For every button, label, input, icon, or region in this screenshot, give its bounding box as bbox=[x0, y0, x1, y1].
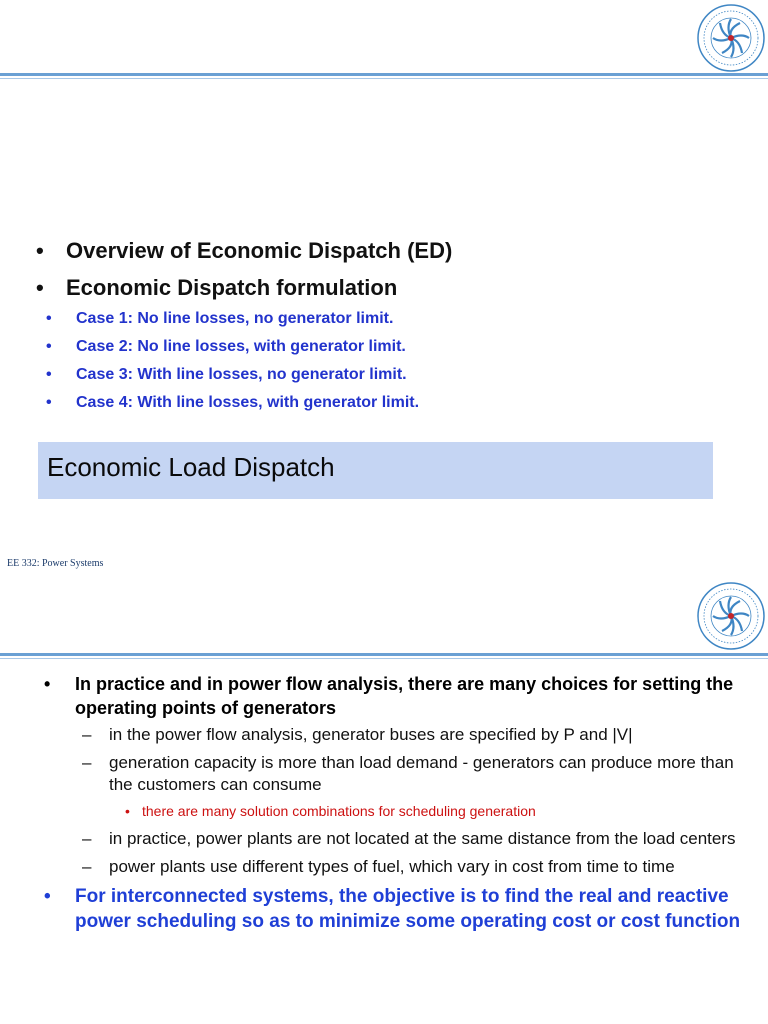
institute-seal-icon bbox=[696, 581, 766, 651]
outline-item: • Economic Dispatch formulation bbox=[36, 274, 452, 302]
slide-2-body bbox=[44, 672, 744, 938]
bullet-point: • In practice and in power flow analysis, there are many choices for setting the operating points of generators bbox=[44, 672, 744, 720]
slide-2 bbox=[0, 576, 768, 1024]
slide-title: Economic Load Dispatch bbox=[47, 452, 335, 482]
sub-point: – in practice, power plants are not located at the same distance from the load centers bbox=[44, 828, 744, 850]
institute-seal-icon bbox=[696, 3, 766, 73]
sub-point: – power plants use different types of fuel, which vary in cost from time to time bbox=[44, 856, 744, 878]
sub-note: • there are many solution combinations for scheduling generation bbox=[44, 802, 744, 820]
case-item: • Case 2: No line losses, with generator limit. bbox=[46, 337, 419, 356]
header-rule bbox=[0, 73, 768, 76]
case-list bbox=[46, 309, 419, 421]
header-rule bbox=[0, 653, 768, 656]
case-item: • Case 4: With line losses, with generator limit. bbox=[46, 393, 419, 412]
sub-point: – generation capacity is more than load demand - generators can produce more than the customers can consume bbox=[44, 752, 744, 796]
case-item: • Case 3: With line losses, no generator limit. bbox=[46, 365, 419, 384]
sub-point: – in the power flow analysis, generator buses are specified by P and |V| bbox=[44, 724, 744, 746]
outline-item: • Overview of Economic Dispatch (ED) bbox=[36, 237, 452, 265]
case-item: • Case 1: No line losses, no generator limit. bbox=[46, 309, 419, 328]
outline-list bbox=[36, 237, 452, 311]
course-footer: EE 332: Power Systems bbox=[7, 558, 104, 569]
slide-title-box bbox=[38, 442, 713, 499]
header-rule-thin bbox=[0, 658, 768, 659]
bullet-point-highlight: • For interconnected systems, the objective is to find the real and reactive power scheduling so as to minimize some operating cost or cost function bbox=[44, 884, 744, 934]
header-rule-thin bbox=[0, 78, 768, 79]
